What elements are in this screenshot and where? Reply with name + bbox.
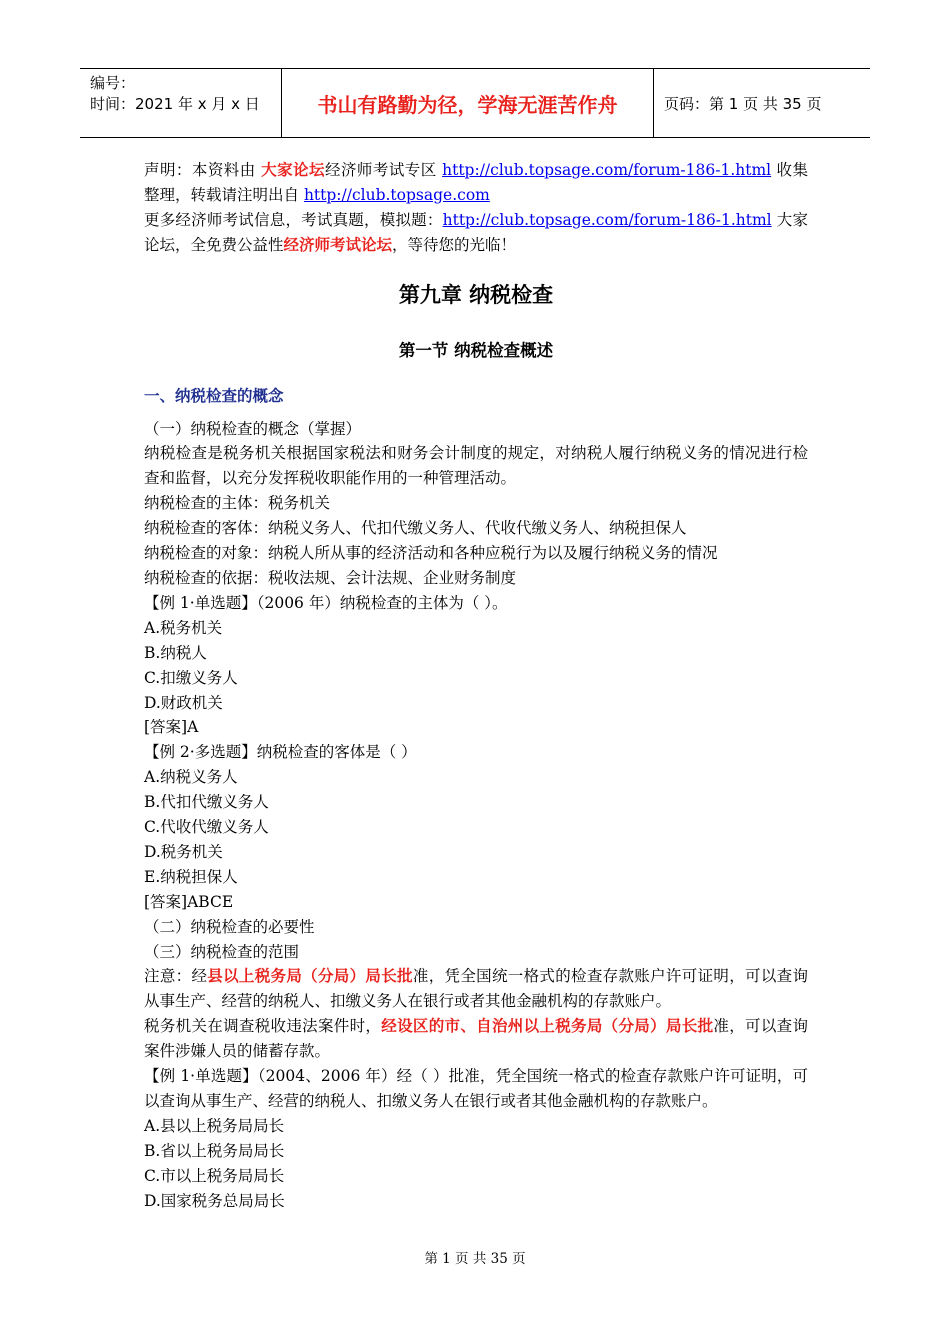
doc-number-label: 编号：	[90, 74, 136, 92]
body-line: （三）纳税检查的范围	[144, 942, 300, 961]
answer: [答案]A	[144, 718, 199, 737]
option: B.代扣代缴义务人	[144, 793, 269, 812]
body-line: 纳税检查的对象：纳税人所从事的经济活动和各种应税行为以及履行纳税义务的情况	[144, 544, 718, 563]
header-meta	[80, 69, 281, 137]
body-line: 纳税检查的客体：纳税义务人、代扣代缴义务人、代收代缴义务人、纳税担保人	[144, 519, 687, 538]
notice-paragraph-2: 更多经济师考试信息，考试真题，模拟题：http://club.topsage.com/forum-186-1.html 大家论坛，全免费公益性经济师考试论坛，等待您的光临！	[144, 210, 808, 254]
example-question: 【例 1·单选题】（2004、2006 年）经（ ）批准，凭全国统一格式的检查存款账户许可证明，可以查询从事生产、经营的纳税人、扣缴义务人在银行或者其他金融机构的存款账户。	[144, 1067, 808, 1110]
club-link[interactable]: http://club.topsage.com	[303, 185, 490, 204]
example-question: 【例 2·多选题】纳税检查的客体是（ ）	[144, 743, 417, 762]
option: D.财政机关	[144, 693, 223, 712]
body-line: 纳税检查的依据：税收法规、会计法规、企业财务制度	[144, 568, 517, 587]
option: C.市以上税务局局长	[144, 1166, 285, 1185]
body-line: （二）纳税检查的必要性	[144, 917, 315, 936]
highlight-text: 经设区的市、自治州以上税务局（分局）局长批	[381, 1016, 714, 1036]
header-motto: 书山有路勤为径，学海无涯苦作舟	[281, 69, 654, 137]
forum-name-2: 经济师考试论坛	[283, 234, 393, 254]
option: B.纳税人	[144, 643, 207, 662]
forum-link-2[interactable]: http://club.topsage.com/forum-186-1.html	[442, 210, 772, 229]
forum-name: 大家论坛	[261, 160, 325, 179]
body-line: （一）纳税检查的概念（掌握）	[144, 419, 362, 438]
forum-link[interactable]: http://club.topsage.com/forum-186-1.html	[442, 161, 772, 179]
document-body	[144, 158, 808, 1214]
heading-concept: 一、纳税检查的概念	[144, 386, 284, 405]
body-paragraph: 纳税检查是税务机关根据国家税法和财务会计制度的规定，对纳税人履行纳税义务的情况进行检查和监督，以充分发挥税收职能作用的一种管理活动。	[144, 444, 808, 488]
notice-paragraph-1: 声明：本资料由 大家论坛经济师考试专区 http://club.topsage.com/forum-186-1.html 收集整理，转载请注明出自 http://club.topsage.com	[144, 160, 808, 204]
option: B.省以上税务局局长	[144, 1141, 285, 1160]
chapter-title: 第九章 纳税检查	[398, 282, 554, 307]
header-page-info: 页码：第 1 页 共 35 页	[664, 94, 822, 113]
option: C.扣缴义务人	[144, 668, 238, 687]
option: A.税务机关	[144, 618, 223, 637]
note-paragraph: 注意：经县以上税务局（分局）局长批准，凭全国统一格式的检查存款账户许可证明，可以查询从事生产、经营的纳税人、扣缴义务人在银行或者其他金融机构的存款账户。	[144, 966, 808, 1011]
option: D.国家税务总局局长	[144, 1191, 285, 1210]
body-line: 纳税检查的主体：税务机关	[144, 494, 331, 513]
doc-time-label: 时间：2021 年 x 月 x 日	[90, 95, 260, 113]
document-header	[80, 68, 870, 138]
answer: [答案]ABCE	[144, 892, 234, 911]
body-paragraph: 税务机关在调查税收违法案件时，经设区的市、自治州以上税务局（分局）局长批准，可以查询案件涉嫌人员的储蓄存款。	[144, 1016, 808, 1061]
highlight-text: 县以上税务局（分局）局长批	[207, 966, 413, 986]
option: A.县以上税务局局长	[144, 1116, 285, 1135]
option: E.纳税担保人	[144, 867, 238, 886]
option: A.纳税义务人	[144, 768, 238, 787]
option: D.税务机关	[144, 842, 223, 861]
page-footer: 第 1 页 共 35 页	[424, 1251, 526, 1267]
option: C.代收代缴义务人	[144, 818, 269, 837]
section-title: 第一节 纳税检查概述	[398, 340, 554, 360]
example-question: 【例 1·单选题】（2006 年）纳税检查的主体为（ ）。	[144, 593, 508, 612]
